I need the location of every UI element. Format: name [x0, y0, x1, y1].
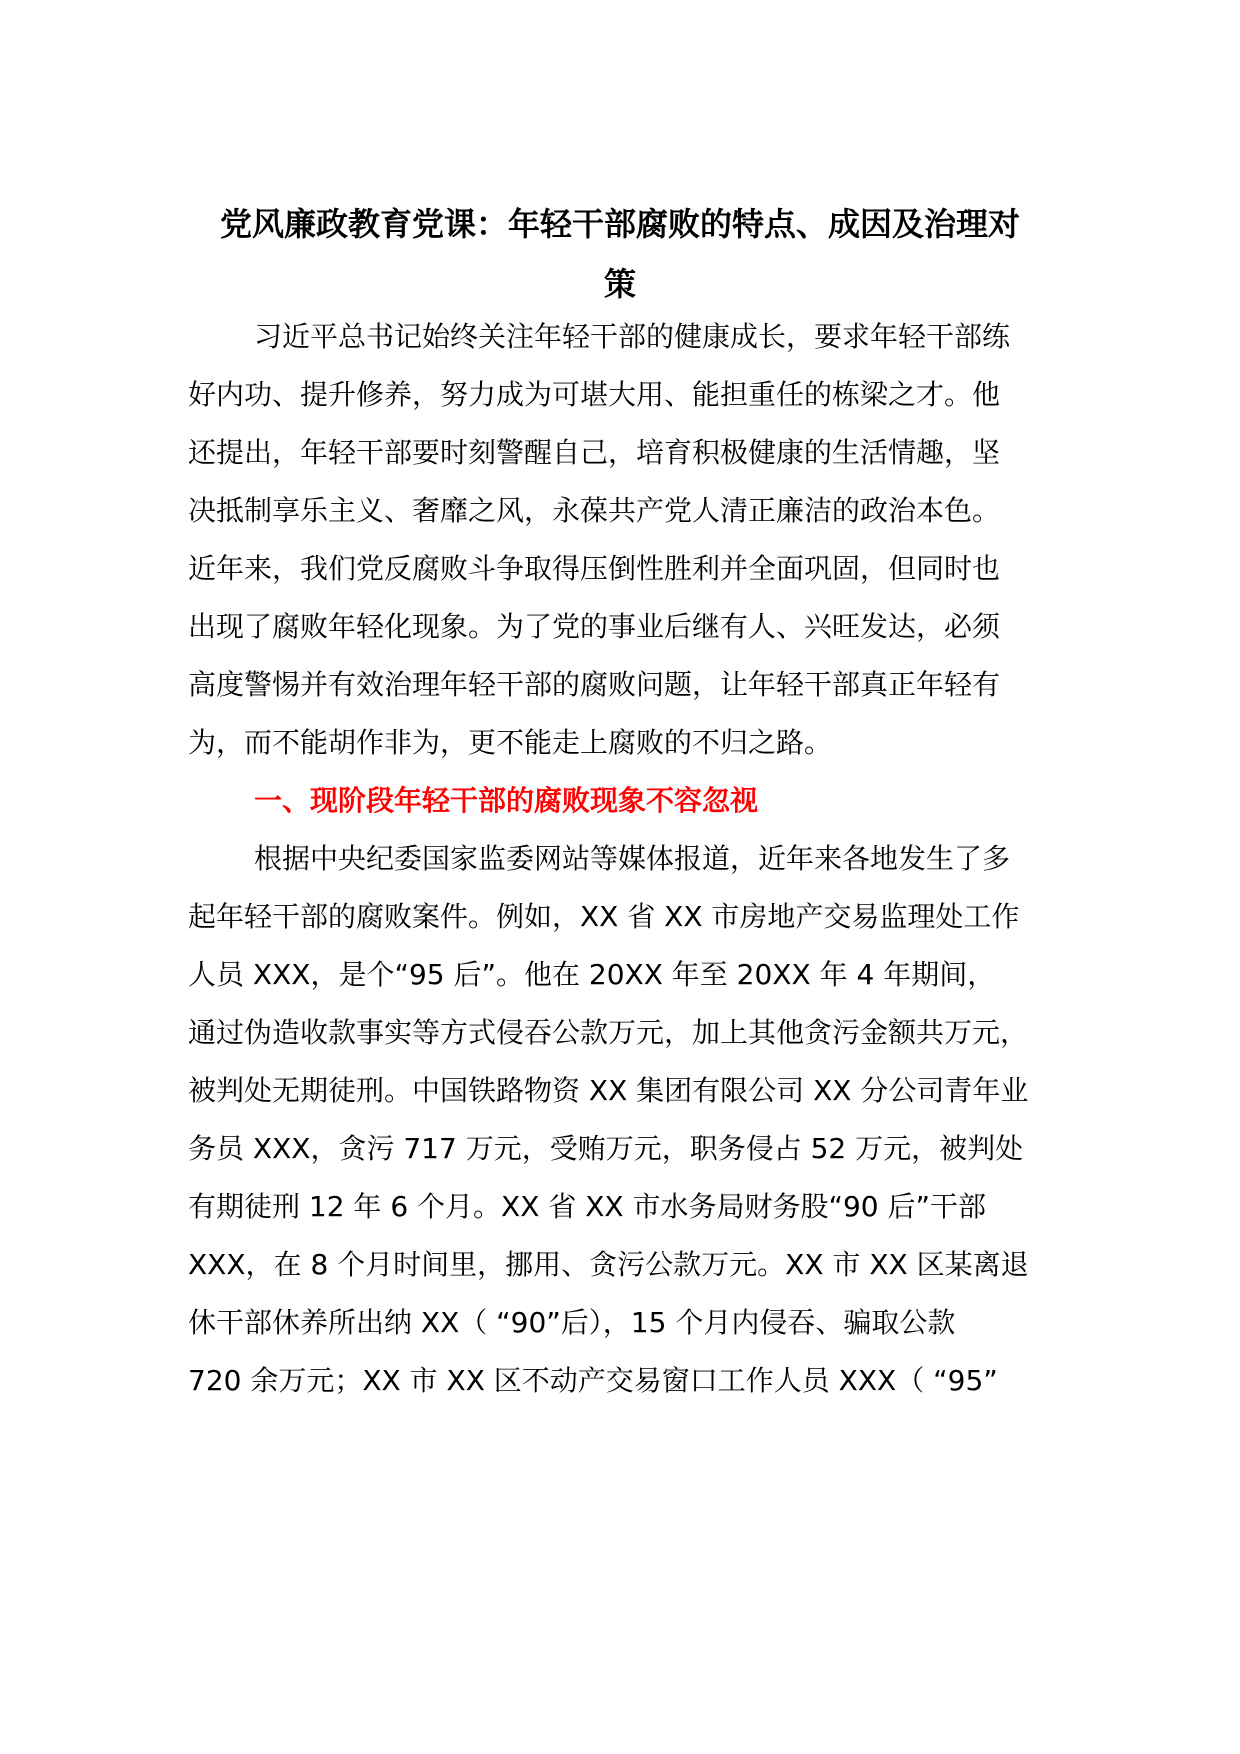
paragraph-line: 根据中央纪委国家监委网站等媒体报道，近年来各地发生了多 — [254, 842, 1011, 875]
paragraph-line: 高度警惕并有效治理年轻干部的腐败问题，让年轻干部真正年轻有 — [188, 668, 1001, 701]
paragraph-line: 通过伪造收款事实等方式侵吞公款万元，加上其他贪污金额共万元， — [188, 1016, 1029, 1049]
paragraph-line: 人员 XXX，是个“95 后”。他在 20XX 年至 20XX 年 4 年期间， — [188, 958, 996, 991]
paragraph-line: 还提出，年轻干部要时刻警醒自己，培育积极健康的生活情趣，坚 — [188, 436, 1001, 469]
paragraph-line: 务员 XXX，贪污 717 万元，受贿万元，职务侵占 52 万元，被判处 — [188, 1132, 1024, 1165]
section-heading: 一、现阶段年轻干部的腐败现象不容忽视 — [254, 784, 759, 817]
paragraph-line: XXX，在 8 个月时间里，挪用、贪污公款万元。XX 市 XX 区某离退 — [188, 1248, 1029, 1281]
paragraph-line: 为，而不能胡作非为，更不能走上腐败的不归之路。 — [188, 726, 833, 759]
paragraph-line: 近年来，我们党反腐败斗争取得压倒性胜利并全面巩固，但同时也 — [188, 552, 1001, 585]
document-title-line-2: 策 — [603, 265, 636, 303]
paragraph-line: 习近平总书记始终关注年轻干部的健康成长，要求年轻干部练 — [254, 320, 1011, 353]
paragraph-line: 出现了腐败年轻化现象。为了党的事业后继有人、兴旺发达，必须 — [188, 610, 1001, 643]
paragraph-line: 720 余万元；XX 市 XX 区不动产交易窗口工作人员 XXX（ “95” — [188, 1364, 998, 1397]
paragraph-line: 好内功、提升修养，努力成为可堪大用、能担重任的栋梁之才。他 — [188, 378, 1001, 411]
paragraph-line: 决抵制享乐主义、奢靡之风，永葆共产党人清正廉洁的政治本色。 — [188, 494, 1001, 527]
paragraph-line: 被判处无期徒刑。中国铁路物资 XX 集团有限公司 XX 分公司青年业 — [188, 1074, 1029, 1107]
paragraph-line: 起年轻干部的腐败案件。例如，XX 省 XX 市房地产交易监理处工作 — [188, 900, 1020, 933]
document-title-line-1: 党风廉政教育党课：年轻干部腐败的特点、成因及治理对 — [219, 205, 1020, 243]
paragraph-line: 有期徒刑 12 年 6 个月。XX 省 XX 市水务局财务股“90 后”干部 — [188, 1190, 987, 1223]
paragraph-line: 休干部休养所出纳 XX（ “90”后），15 个月内侵吞、骗取公款 — [188, 1306, 956, 1339]
